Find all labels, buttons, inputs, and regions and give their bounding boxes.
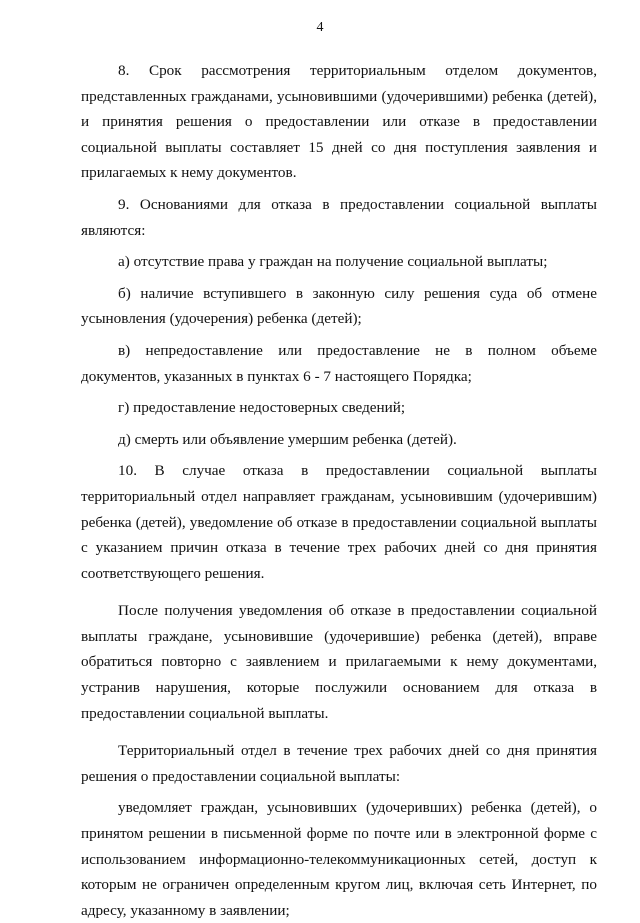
list-item-b: б) наличие вступившего в законную силу решения суда об отмене усыновления (удочерения) ребенка (детей); [81,284,597,328]
paragraph-8-review-period: 8. Срок рассмотрения территориальным отделом документов, представленных гражданами, усыновившими (удочерившими) ребенка (детей), и принятия решения о предоставлении или отказе в предоставлении социальной выплаты составляет 15 дней со дня поступления заявления и прилагаемых к нему документов. [81,62,597,182]
paragraph-reapplication: После получения уведомления об отказе в предоставлении социальной выплаты граждане, усыновившие (удочерившие) ребенка (детей), вправе обратиться повторно с заявлением и прилагаемыми к нему документами, устранив нарушения, которые послужили основанием для отказа в предоставлении социальной выплаты. [81,602,597,722]
paragraph-notification: уведомляет граждан, усыновивших (удочеривших) ребенка (детей), о принятом решении в письменной форме по почте или в электронной форме с использованием информационно-телекоммуникационных сетей, доступ к которым не ограничен определенным кругом лиц, включая сеть Интернет, по адресу, указанному в заявлении; [81,799,597,919]
paragraph-decision-actions: Территориальный отдел в течение трех рабочих дней со дня принятия решения о предоставлении социальной выплаты: [81,742,597,785]
paragraph-10-refusal-notice: 10. В случае отказа в предоставлении социальной выплаты территориальный отдел направляет гражданам, усыновившим (удочерившим) ребенка (детей), уведомление об отказе в предоставлении социальной выплаты с указанием причин отказа в течение трех рабочих дней со дня принятия соответствующего решения. [81,462,597,582]
list-item-v: в) непредоставление или предоставление не в полном объеме документов, указанных в пунктах 6 - 7 настоящего Порядка; [81,341,597,385]
list-item-a: а) отсутствие права у граждан на получение социальной выплаты; [118,253,548,271]
list-item-d: д) смерть или объявление умершим ребенка (детей). [118,430,457,448]
document-body [81,58,597,923]
list-item-g: г) предоставление недостоверных сведений; [118,399,406,417]
paragraph-9-refusal-grounds: 9. Основаниями для отказа в предоставлении социальной выплаты являются: [81,195,597,239]
page-number: 4 [316,20,324,35]
